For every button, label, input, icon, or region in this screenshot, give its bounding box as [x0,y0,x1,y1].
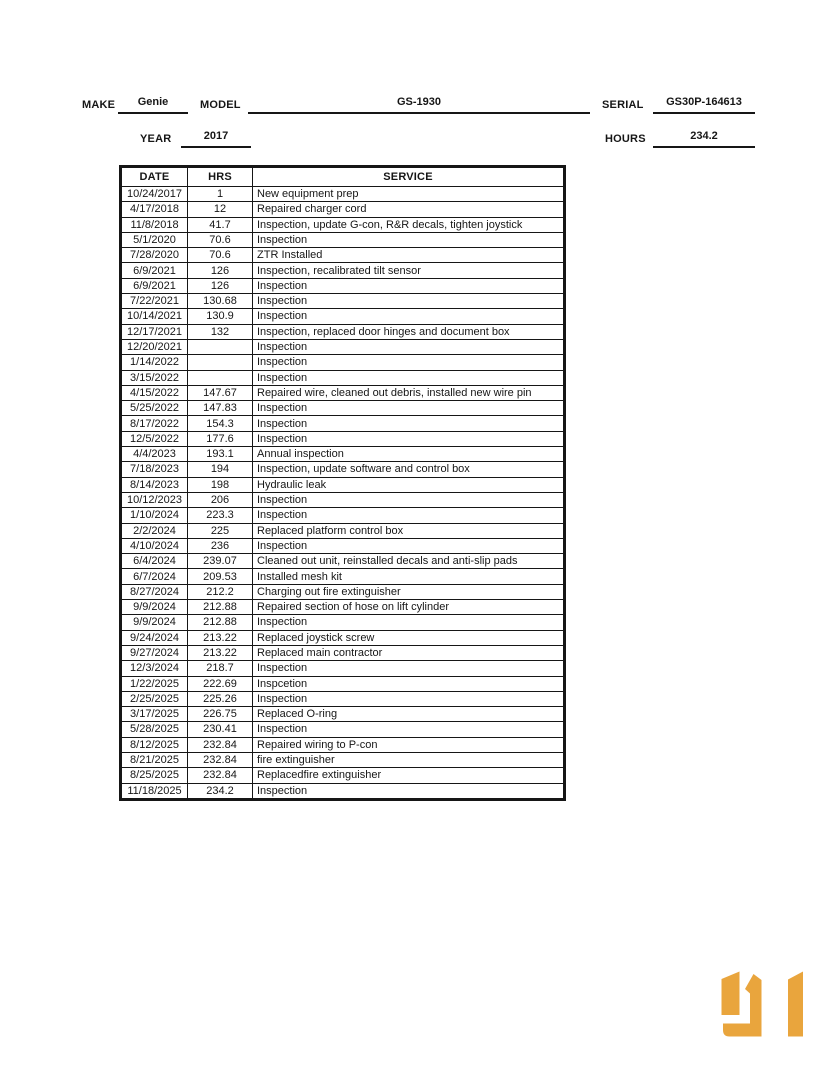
service-cell: Inspection [253,401,564,416]
hrs-cell: 222.69 [188,676,253,691]
hrs-cell: 12 [188,202,253,217]
service-table-body [122,187,564,799]
table-row [122,584,564,599]
date-cell: 9/9/2024 [122,600,188,615]
year-value: 2017 [181,130,251,148]
date-cell: 6/4/2024 [122,554,188,569]
hrs-cell: 70.6 [188,232,253,247]
date-cell: 12/17/2021 [122,324,188,339]
date-cell: 8/21/2025 [122,752,188,767]
hrs-cell [188,339,253,354]
hrs-cell: 212.88 [188,600,253,615]
hrs-cell: 225.26 [188,691,253,706]
hrs-cell: 41.7 [188,217,253,232]
table-row [122,569,564,584]
service-cell: Inspection [253,370,564,385]
table-row [122,508,564,523]
date-cell: 8/27/2024 [122,584,188,599]
date-cell: 9/27/2024 [122,645,188,660]
table-row [122,447,564,462]
service-table-header [122,168,564,187]
table-row [122,615,564,630]
date-cell: 4/10/2024 [122,538,188,553]
date-cell: 1/10/2024 [122,508,188,523]
table-row [122,339,564,354]
date-cell: 7/28/2020 [122,248,188,263]
date-cell: 7/18/2023 [122,462,188,477]
make-value: Genie [118,96,188,114]
table-row [122,385,564,400]
service-cell: Inspection [253,355,564,370]
hrs-cell: 239.07 [188,554,253,569]
date-cell: 9/9/2024 [122,615,188,630]
service-cell: New equipment prep [253,187,564,202]
hrs-cell: 194 [188,462,253,477]
service-cell: Replaced main contractor [253,645,564,660]
date-cell: 6/9/2021 [122,263,188,278]
service-cell: Hydraulic leak [253,477,564,492]
table-row [122,477,564,492]
table-row [122,324,564,339]
table-row [122,538,564,553]
year-label: YEAR [140,133,172,145]
hrs-cell: 147.83 [188,401,253,416]
date-cell: 4/4/2023 [122,447,188,462]
hours-value: 234.2 [653,130,755,148]
table-row [122,462,564,477]
hrs-cell: 206 [188,492,253,507]
service-cell: Inspection [253,431,564,446]
hrs-cell: 198 [188,477,253,492]
hrs-cell: 130.9 [188,309,253,324]
service-cell: Inspection, replaced door hinges and document box [253,324,564,339]
table-row [122,661,564,676]
service-column-header: SERVICE [253,168,564,187]
service-cell: Inspection [253,492,564,507]
date-cell: 6/9/2021 [122,278,188,293]
hrs-cell: 177.6 [188,431,253,446]
date-cell: 4/15/2022 [122,385,188,400]
service-cell: Repaired charger cord [253,202,564,217]
date-cell: 8/12/2025 [122,737,188,752]
service-cell: Inspection, update G-con, R&R decals, tighten joystick [253,217,564,232]
service-cell: Inspection [253,538,564,553]
date-cell: 2/2/2024 [122,523,188,538]
hrs-cell: 126 [188,278,253,293]
service-cell: Repaired section of hose on lift cylinder [253,600,564,615]
date-cell: 6/7/2024 [122,569,188,584]
service-cell: Repaired wiring to P-con [253,737,564,752]
service-cell: Annual inspection [253,447,564,462]
service-cell: Replaced platform control box [253,523,564,538]
table-row [122,600,564,615]
service-cell: Replaced joystick screw [253,630,564,645]
date-cell: 12/20/2021 [122,339,188,354]
date-cell: 8/17/2022 [122,416,188,431]
table-row [122,431,564,446]
hrs-cell: 232.84 [188,768,253,783]
service-cell: ZTR Installed [253,248,564,263]
hrs-cell: 226.75 [188,707,253,722]
table-row [122,768,564,783]
hrs-cell: 1 [188,187,253,202]
hrs-cell: 225 [188,523,253,538]
hrs-cell: 212.2 [188,584,253,599]
date-cell: 8/25/2025 [122,768,188,783]
table-row [122,722,564,737]
table-row [122,401,564,416]
date-cell: 5/25/2022 [122,401,188,416]
date-cell: 4/17/2018 [122,202,188,217]
service-cell: Inspection [253,309,564,324]
table-row [122,370,564,385]
table-row [122,691,564,706]
date-cell: 10/12/2023 [122,492,188,507]
date-cell: 9/24/2024 [122,630,188,645]
table-row [122,202,564,217]
hrs-cell: 213.22 [188,645,253,660]
hours-label: HOURS [605,133,646,145]
table-row [122,645,564,660]
hrs-cell: 223.3 [188,508,253,523]
table-row [122,355,564,370]
serial-label: SERIAL [602,99,644,111]
table-row [122,783,564,798]
service-cell: Cleaned out unit, reinstalled decals and anti-slip pads [253,554,564,569]
hrs-cell: 212.88 [188,615,253,630]
date-cell: 2/25/2025 [122,691,188,706]
table-row [122,263,564,278]
service-cell: Inspection [253,722,564,737]
service-table [119,165,566,801]
hrs-cell: 70.6 [188,248,253,263]
service-cell: Inspection [253,783,564,798]
hrs-cell: 218.7 [188,661,253,676]
service-cell: Inspection, recalibrated tilt sensor [253,263,564,278]
hrs-cell: 230.41 [188,722,253,737]
date-cell: 8/14/2023 [122,477,188,492]
make-label: MAKE [82,99,116,111]
model-label: MODEL [200,99,241,111]
date-cell: 10/24/2017 [122,187,188,202]
date-cell: 5/28/2025 [122,722,188,737]
hrs-cell: 234.2 [188,783,253,798]
date-cell: 1/14/2022 [122,355,188,370]
hrs-cell: 154.3 [188,416,253,431]
table-row [122,554,564,569]
date-cell: 3/15/2022 [122,370,188,385]
service-cell: Replaced O-ring [253,707,564,722]
service-cell: Inspcetion [253,676,564,691]
service-cell: Inspection [253,339,564,354]
table-row [122,752,564,767]
hrs-cell: 209.53 [188,569,253,584]
hrs-cell: 193.1 [188,447,253,462]
service-cell: Inspection [253,278,564,293]
date-cell: 7/22/2021 [122,294,188,309]
hrs-cell: 236 [188,538,253,553]
hrs-cell: 232.84 [188,737,253,752]
service-cell: Inspection [253,294,564,309]
date-cell: 10/14/2021 [122,309,188,324]
date-cell: 5/1/2020 [122,232,188,247]
company-logo [712,968,804,1040]
hrs-cell [188,370,253,385]
service-cell: Inspection [253,508,564,523]
table-row [122,278,564,293]
hrs-cell: 130.68 [188,294,253,309]
date-cell: 11/18/2025 [122,783,188,798]
model-value: GS-1930 [248,96,590,114]
service-cell: Charging out fire extinguisher [253,584,564,599]
date-cell: 11/8/2018 [122,217,188,232]
date-cell: 1/22/2025 [122,676,188,691]
service-cell: fire extinguisher [253,752,564,767]
hrs-cell: 132 [188,324,253,339]
service-cell: Replacedfire extinguisher [253,768,564,783]
hrs-cell: 232.84 [188,752,253,767]
service-cell: Inspection [253,615,564,630]
table-row [122,523,564,538]
date-cell: 12/5/2022 [122,431,188,446]
table-row [122,309,564,324]
service-cell: Repaired wire, cleaned out debris, installed new wire pin [253,385,564,400]
hrs-cell [188,355,253,370]
table-row [122,737,564,752]
service-cell: Inspection [253,691,564,706]
date-cell: 12/3/2024 [122,661,188,676]
table-row [122,676,564,691]
date-cell: 3/17/2025 [122,707,188,722]
table-row [122,492,564,507]
date-column-header: DATE [122,168,188,187]
table-row [122,707,564,722]
table-row [122,232,564,247]
table-row [122,187,564,202]
service-cell: Inspection, update software and control box [253,462,564,477]
table-row [122,248,564,263]
service-cell: Installed mesh kit [253,569,564,584]
service-cell: Inspection [253,232,564,247]
serial-value: GS30P-164613 [653,96,755,114]
hrs-cell: 126 [188,263,253,278]
hrs-column-header: HRS [188,168,253,187]
service-cell: Inspection [253,416,564,431]
table-row [122,294,564,309]
service-cell: Inspection [253,661,564,676]
hrs-cell: 213.22 [188,630,253,645]
table-row [122,416,564,431]
hrs-cell: 147.67 [188,385,253,400]
table-row [122,217,564,232]
table-row [122,630,564,645]
amber-monogram-icon [712,968,804,1040]
